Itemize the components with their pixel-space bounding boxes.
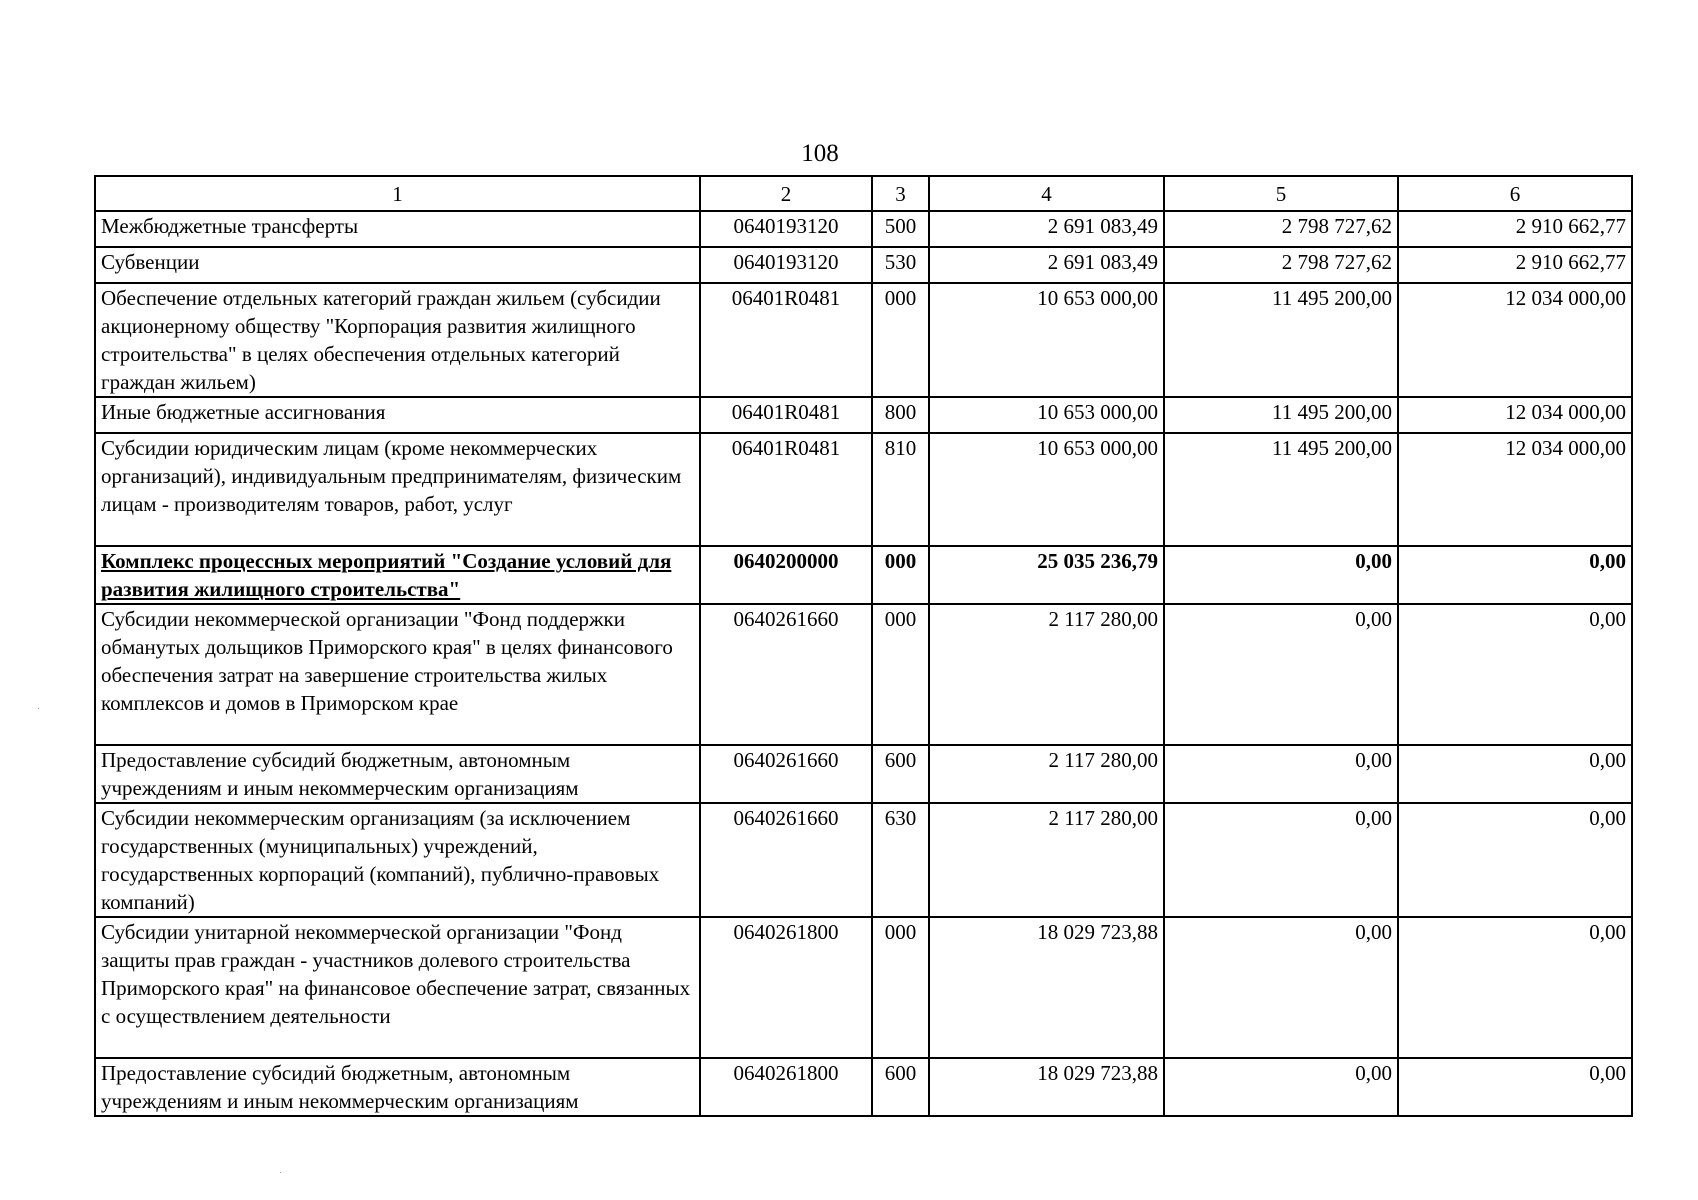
column-header-type: 3 bbox=[872, 176, 929, 211]
row-type: 810 bbox=[872, 433, 929, 546]
row-value-year2: 0,00 bbox=[1164, 546, 1398, 604]
row-type: 000 bbox=[872, 283, 929, 397]
row-value-year1: 10 653 000,00 bbox=[929, 397, 1164, 433]
row-value-year3: 2 910 662,77 bbox=[1398, 247, 1632, 283]
row-value-year2: 11 495 200,00 bbox=[1164, 433, 1398, 546]
row-value-year3: 2 910 662,77 bbox=[1398, 211, 1632, 247]
row-value-year1: 2 691 083,49 bbox=[929, 211, 1164, 247]
row-value-year2: 11 495 200,00 bbox=[1164, 283, 1398, 397]
row-code: 06401R0481 bbox=[700, 397, 872, 433]
row-code: 0640200000 bbox=[700, 546, 872, 604]
table-row bbox=[95, 1058, 1632, 1116]
column-header-year1: 4 bbox=[929, 176, 1164, 211]
row-name: Комплекс процессных мероприятий "Создание условий для развития жилищного строительства" bbox=[95, 546, 700, 604]
row-type: 530 bbox=[872, 247, 929, 283]
row-value-year1: 2 117 280,00 bbox=[929, 604, 1164, 745]
row-code: 0640261660 bbox=[700, 604, 872, 745]
row-name: Иные бюджетные ассигнования bbox=[95, 397, 700, 433]
row-code: 0640193120 bbox=[700, 247, 872, 283]
row-value-year3: 0,00 bbox=[1398, 917, 1632, 1058]
row-code: 0640193120 bbox=[700, 211, 872, 247]
row-type: 630 bbox=[872, 803, 929, 917]
row-name: Субсидии унитарной некоммерческой организации "Фонд защиты прав граждан - участников долевого строительства Приморского края" на финансовое обеспечение затрат, связанных с осуществлением деятельности bbox=[95, 917, 700, 1058]
scan-speck bbox=[38, 708, 39, 709]
row-name: Субсидии некоммерческой организации "Фонд поддержки обманутых дольщиков Приморского края" в целях финансового обеспечения затрат на завершение строительства жилых комплексов и домов в Приморском крае bbox=[95, 604, 700, 745]
row-value-year3: 0,00 bbox=[1398, 546, 1632, 604]
header-row bbox=[95, 176, 1632, 211]
row-type: 500 bbox=[872, 211, 929, 247]
row-name: Предоставление субсидий бюджетным, автономным учреждениям и иным некоммерческим организациям bbox=[95, 745, 700, 803]
row-value-year1: 25 035 236,79 bbox=[929, 546, 1164, 604]
row-type: 800 bbox=[872, 397, 929, 433]
row-value-year3: 0,00 bbox=[1398, 803, 1632, 917]
row-name: Межбюджетные трансферты bbox=[95, 211, 700, 247]
row-name: Предоставление субсидий бюджетным, автономным учреждениям и иным некоммерческим организациям bbox=[95, 1058, 700, 1116]
row-type: 000 bbox=[872, 546, 929, 604]
row-name: Обеспечение отдельных категорий граждан жильем (субсидии акционерному обществу "Корпорация развития жилищного строительства" в целях обеспечения отдельных категорий граждан жильем) bbox=[95, 283, 700, 397]
row-type: 600 bbox=[872, 745, 929, 803]
column-header-year2: 5 bbox=[1164, 176, 1398, 211]
row-code: 06401R0481 bbox=[700, 433, 872, 546]
table-row-section-total bbox=[95, 546, 1632, 604]
table-row bbox=[95, 283, 1632, 397]
row-value-year3: 12 034 000,00 bbox=[1398, 433, 1632, 546]
row-type: 000 bbox=[872, 604, 929, 745]
row-value-year1: 18 029 723,88 bbox=[929, 917, 1164, 1058]
table-row bbox=[95, 247, 1632, 283]
row-value-year1: 2 691 083,49 bbox=[929, 247, 1164, 283]
row-code: 0640261660 bbox=[700, 745, 872, 803]
row-value-year2: 0,00 bbox=[1164, 745, 1398, 803]
row-name: Субсидии некоммерческим организациям (за исключением государственных (муниципальных) учреждений, государственных корпораций (компаний), публично-правовых компаний) bbox=[95, 803, 700, 917]
page-number: 108 bbox=[801, 140, 839, 167]
column-header-name: 1 bbox=[95, 176, 700, 211]
row-value-year2: 11 495 200,00 bbox=[1164, 397, 1398, 433]
row-value-year2: 2 798 727,62 bbox=[1164, 211, 1398, 247]
row-value-year2: 0,00 bbox=[1164, 1058, 1398, 1116]
row-name: Субвенции bbox=[95, 247, 700, 283]
row-code: 0640261660 bbox=[700, 803, 872, 917]
row-value-year2: 0,00 bbox=[1164, 917, 1398, 1058]
table-row bbox=[95, 745, 1632, 803]
column-header-code: 2 bbox=[700, 176, 872, 211]
column-header-year3: 6 bbox=[1398, 176, 1632, 211]
row-value-year2: 0,00 bbox=[1164, 604, 1398, 745]
row-value-year3: 12 034 000,00 bbox=[1398, 283, 1632, 397]
row-value-year1: 2 117 280,00 bbox=[929, 803, 1164, 917]
table-row bbox=[95, 803, 1632, 917]
table-row bbox=[95, 397, 1632, 433]
row-value-year3: 0,00 bbox=[1398, 604, 1632, 745]
row-value-year1: 10 653 000,00 bbox=[929, 433, 1164, 546]
table-row bbox=[95, 433, 1632, 546]
scan-speck bbox=[280, 1172, 281, 1173]
row-value-year3: 12 034 000,00 bbox=[1398, 397, 1632, 433]
table-row bbox=[95, 917, 1632, 1058]
row-name: Субсидии юридическим лицам (кроме некоммерческих организаций), индивидуальным предпринимателям, физическим лицам - производителям товаров, работ, услуг bbox=[95, 433, 700, 546]
row-value-year1: 2 117 280,00 bbox=[929, 745, 1164, 803]
row-value-year2: 0,00 bbox=[1164, 803, 1398, 917]
row-value-year1: 18 029 723,88 bbox=[929, 1058, 1164, 1116]
row-type: 600 bbox=[872, 1058, 929, 1116]
row-type: 000 bbox=[872, 917, 929, 1058]
row-code: 0640261800 bbox=[700, 1058, 872, 1116]
budget-table bbox=[94, 175, 1633, 1117]
row-value-year3: 0,00 bbox=[1398, 1058, 1632, 1116]
row-value-year1: 10 653 000,00 bbox=[929, 283, 1164, 397]
table-row bbox=[95, 604, 1632, 745]
row-value-year3: 0,00 bbox=[1398, 745, 1632, 803]
table-row bbox=[95, 211, 1632, 247]
row-code: 0640261800 bbox=[700, 917, 872, 1058]
row-code: 06401R0481 bbox=[700, 283, 872, 397]
row-value-year2: 2 798 727,62 bbox=[1164, 247, 1398, 283]
